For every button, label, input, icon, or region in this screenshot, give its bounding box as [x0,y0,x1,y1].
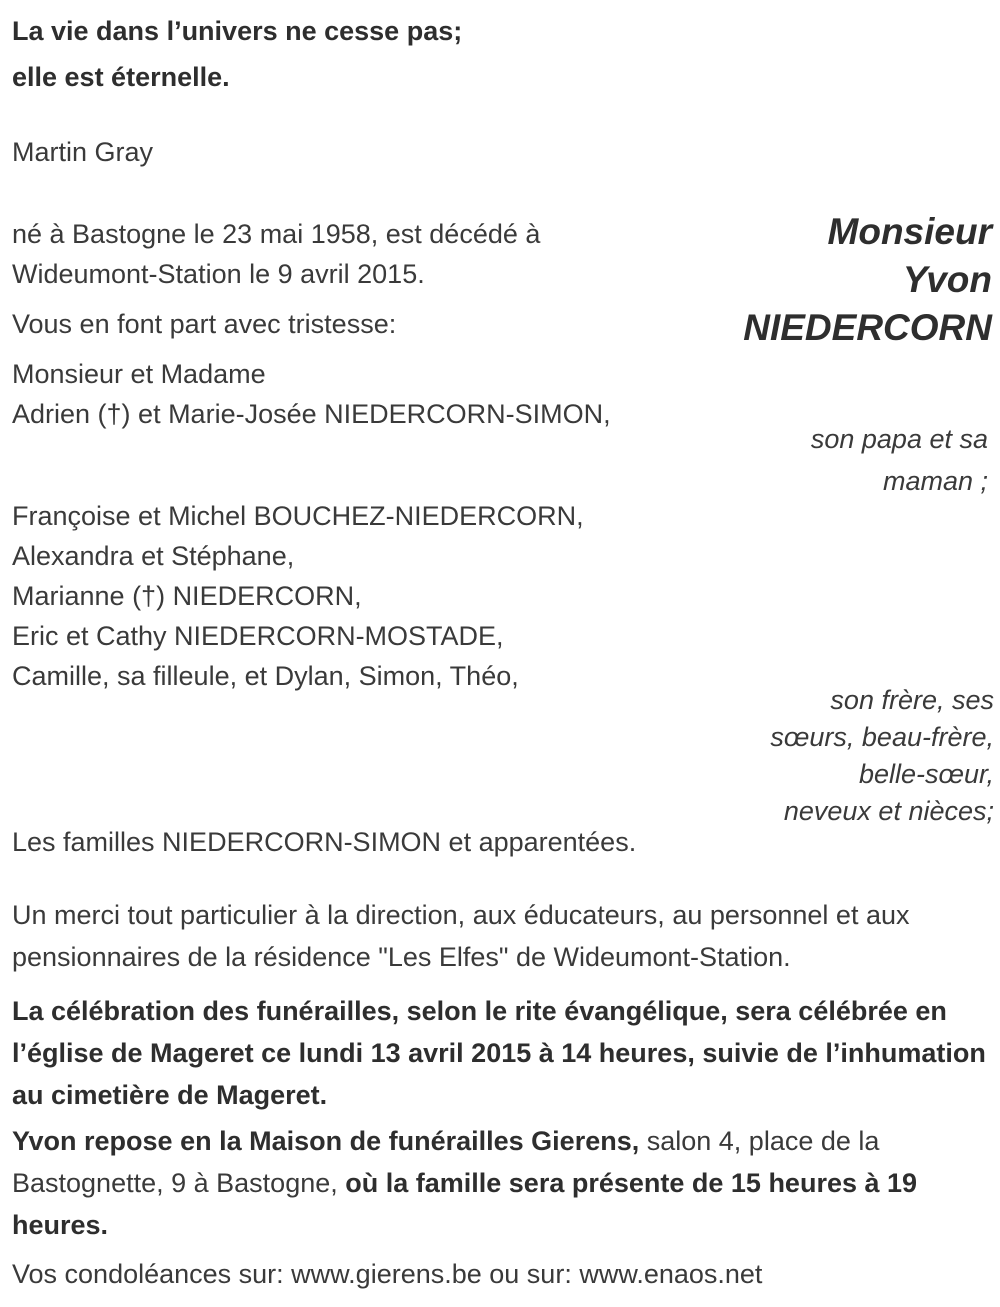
sibling-line: Alexandra et Stéphane, [12,541,295,571]
condolences-line: Vos condoléances sur: www.gierens.be ou sur: www.enaos.net [12,1259,763,1289]
quote-author: Martin Gray [12,137,154,167]
thanks-paragraph: Un merci tout particulier à la direction, aux éducateurs, au personnel et aux pensionnaires de la résidence "Les Elfes" de Wideumont-Station. [12,900,910,972]
parents-relation-line-2: maman ; [882,466,988,496]
siblings-list [12,496,584,696]
parents-line-1: Monsieur et Madame [12,359,266,389]
repose-paragraph [12,1120,974,1246]
deceased-title: Monsieur [827,211,992,252]
siblings-relation [770,682,994,830]
sibling-line: Camille, sa filleule, et Dylan, Simon, Théo, [12,661,519,691]
siblings-relation-line: neveux et nièces; [783,796,994,826]
siblings-relation-line: belle-sœur, [858,759,994,789]
repose-bold-2: où la famille sera présente de 15 heures à 19 heures. [12,1168,918,1240]
birth-death-announcement [12,214,540,294]
siblings-relation-line: son frère, ses [830,685,994,715]
families-line: Les familles NIEDERCORN-SIMON et apparentées. [12,827,637,857]
repose-bold-1: Yvon repose en la Maison de funérailles Gierens, [12,1126,640,1156]
sibling-line: Françoise et Michel BOUCHEZ-NIEDERCORN, [12,501,584,531]
deceased-last-name: NIEDERCORN [743,307,992,348]
funeral-paragraph: La célébration des funérailles, selon le rite évangélique, sera célébrée en l’église de Mageret ce lundi 13 avril 2015 à 14 heures, suivie de l’inhumation au cimetière de Mageret. [12,996,986,1110]
quote-line-1: La vie dans l’univers ne cesse pas; [12,16,463,46]
siblings-relation-line: sœurs, beau-frère, [770,722,994,752]
parents-relation [811,418,988,502]
parents-relation-line-1: son papa et sa [810,424,988,454]
parents-line-2: Adrien (†) et Marie-Josée NIEDERCORN-SIMON, [12,399,611,429]
quote-line-2: elle est éternelle. [12,62,230,92]
opening-quote [12,8,462,100]
repose-regular: salon 4, place de la Bastognette, 9 à Bastogne, [12,1126,880,1198]
birth-death-line-1: né à Bastogne le 23 mai 1958, est décédé à [12,219,541,249]
sibling-line: Eric et Cathy NIEDERCORN-MOSTADE, [12,621,504,651]
announcement-intro: Vous en font part avec tristesse: [12,309,397,339]
deceased-first-name: Yvon [902,259,992,300]
deceased-name-block [743,208,992,352]
birth-death-line-2: Wideumont-Station le 9 avril 2015. [12,259,425,289]
sibling-line: Marianne (†) NIEDERCORN, [12,581,362,611]
